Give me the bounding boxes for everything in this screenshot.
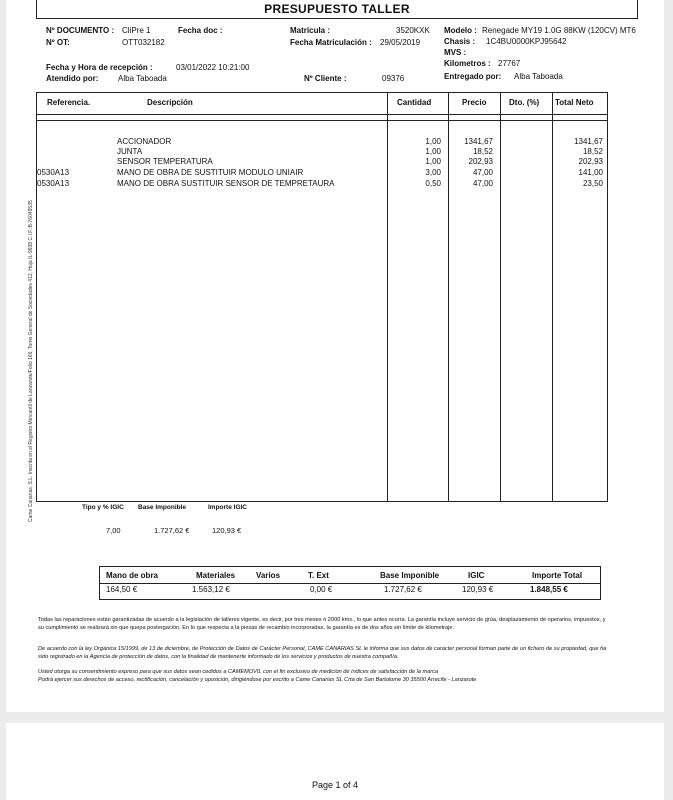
row-price: 18,52 bbox=[472, 147, 493, 156]
col-header-descripcion: Descripción bbox=[147, 98, 193, 107]
entregado-value: Alba Taboada bbox=[514, 72, 563, 81]
row-qty: 1,00 bbox=[425, 157, 441, 166]
total-base-imponible-label: Base Imponible bbox=[380, 571, 440, 580]
total-materiales-value: 1.563,12 € bbox=[192, 585, 230, 594]
kilometros-value: 27767 bbox=[498, 59, 521, 68]
total-igic-value: 120,93 € bbox=[462, 585, 494, 594]
chasis-value: 1C4BU0000KPJ95642 bbox=[486, 37, 567, 46]
kilometros-label: Kilometros : bbox=[444, 59, 491, 68]
total-importe-label: Importe Total bbox=[532, 571, 583, 580]
rights-text: Podrá ejercer sus derechos de acceso, rectificación, cancelación y oposición, dirigiéndose por escrito a Came Canarias SL Crta de San Bartolome 30 35500 Arrecife - Lanzarote bbox=[38, 677, 477, 683]
col-header-referencia: Referencia. bbox=[47, 98, 91, 107]
tax-base-header: Base Imponible bbox=[138, 504, 187, 511]
total-t-ext-label: T. Ext bbox=[308, 571, 329, 580]
tax-base-value: 1.727,62 € bbox=[154, 526, 190, 535]
row-desc: MANO DE OBRA SUSTITUIR SENSOR DE TEMPRETAURA bbox=[117, 179, 335, 188]
totals-box bbox=[99, 566, 601, 600]
total-varios-label: Varios bbox=[256, 571, 281, 580]
total-t-ext-value: 0,00 € bbox=[310, 585, 333, 594]
row-qty: 3,00 bbox=[425, 168, 441, 177]
row-desc: JUNTA bbox=[117, 147, 143, 156]
doc-number-value: CliPre 1 bbox=[122, 26, 151, 35]
row-total: 18,52 bbox=[582, 147, 603, 156]
recepcion-value: 03/01/2022 10:21:00 bbox=[176, 63, 250, 72]
recepcion-label: Fecha y Hora de recepción : bbox=[46, 63, 153, 72]
col-header-precio: Precio bbox=[462, 98, 487, 107]
ot-label: Nº OT: bbox=[46, 38, 70, 47]
total-mano-obra-value: 164,50 € bbox=[106, 585, 138, 594]
row-qty: 1,00 bbox=[425, 137, 441, 146]
tax-amount-header: Importe IGIC bbox=[208, 504, 248, 511]
mvs-label: MVS : bbox=[444, 48, 467, 57]
col-header-total-neto: Total Neto bbox=[555, 98, 594, 107]
document-title: PRESUPUESTO TALLER bbox=[36, 0, 638, 19]
warranty-text: Todas las reparaciones están garantizadas de acuerdo a la legislación de talleres vigente, es decir, por tres meses ó 2000 kms., lo que antes ocurra. La garantía incluye servicio de grúa, desplazamiento de operarios, impuestos, y su cumplimiento se realizará sin que quepa postergación. En lo que respecta a la piezas de recambio incorporadas, la garantía es de dos años sin límite de kilometraje. bbox=[38, 617, 606, 631]
line-items-table bbox=[36, 92, 608, 502]
document-page bbox=[6, 0, 664, 712]
row-qty: 0,50 bbox=[425, 179, 441, 188]
row-desc: ACCIONADOR bbox=[117, 137, 172, 146]
modelo-label: Modelo : bbox=[444, 26, 477, 35]
atendido-value: Alba Taboada bbox=[118, 74, 167, 83]
row-total: 1341,67 bbox=[574, 137, 603, 146]
fecha-matriculacion-label: Fecha Matriculación : bbox=[290, 38, 372, 47]
row-price: 202,93 bbox=[468, 157, 493, 166]
registry-side-text: Came Canarias, S.L. Inscrita en el Registro Mercantil de Lanzarote/Folio 166, Tomo General de Sociedades 412, Hoja IL-9938 C.I.F.:B-76049535 bbox=[28, 200, 34, 522]
row-desc: MANO DE OBRA DE SUSTITUIR MODULO UNIAIR bbox=[117, 168, 304, 177]
cliente-label: Nº Cliente : bbox=[304, 74, 347, 83]
chasis-label: Chasis : bbox=[444, 37, 476, 46]
tax-type-header: Tipo y % IGIC bbox=[82, 504, 124, 511]
col-header-dto: Dto. (%) bbox=[509, 98, 540, 107]
totals-divider bbox=[100, 583, 600, 584]
row-price: 1341,67 bbox=[464, 137, 493, 146]
atendido-label: Atendido por: bbox=[46, 74, 99, 83]
data-protection-text: De acuerdo con la ley Orgánica 15/1999, de 13 de diciembre, de Protección de Datos de Carácter Personal, CAME CANARIAS SL le informa que sus datos de carácter personal forman parte de un fichero de su propiedad, que ha sido registrado en la Agencia de protección de datos, con la finalidad de mantenerte informado de los servicios y productos de nuestra compañía. bbox=[38, 646, 607, 660]
total-igic-label: IGIC bbox=[468, 571, 485, 580]
total-mano-obra-label: Mano de obra bbox=[106, 571, 159, 580]
table-header-divider bbox=[37, 114, 607, 115]
doc-number-label: Nº DOCUMENTO : bbox=[46, 26, 115, 35]
row-desc: SENSOR TEMPERATURA bbox=[117, 157, 213, 166]
row-ref: 0530A13 bbox=[37, 168, 70, 177]
fecha-doc-label: Fecha doc : bbox=[178, 26, 223, 35]
matricula-label: Matrícula : bbox=[290, 26, 331, 35]
modelo-value: Renegade MY19 1.0G 88KW (120CV) MT6 bbox=[482, 26, 636, 35]
fecha-matriculacion-value: 29/05/2019 bbox=[380, 38, 421, 47]
next-page bbox=[6, 723, 664, 800]
consent-text: Usted otorga su consentimiento expreso para que sus datos sean cedidos a CAMEMOVIL con el fin exclusivo de medición de índices de satisfacción de la marca bbox=[38, 669, 439, 675]
row-qty: 1,00 bbox=[425, 147, 441, 156]
entregado-label: Entregado por: bbox=[444, 72, 502, 81]
row-price: 47,00 bbox=[472, 168, 493, 177]
tax-amount-value: 120,93 € bbox=[212, 526, 242, 535]
ot-value: OTT032182 bbox=[122, 38, 165, 47]
total-base-imponible-value: 1.727,62 € bbox=[384, 585, 422, 594]
tax-type-value: 7,00 bbox=[106, 526, 121, 535]
page-number: Page 1 of 4 bbox=[311, 780, 359, 790]
col-header-cantidad: Cantidad bbox=[397, 98, 432, 107]
row-ref: 0530A13 bbox=[37, 179, 70, 188]
table-header-divider-2 bbox=[37, 120, 607, 121]
cliente-value: 09376 bbox=[382, 74, 405, 83]
column-divider bbox=[387, 93, 388, 501]
total-importe-value: 1.848,55 € bbox=[530, 585, 568, 594]
row-total: 202,93 bbox=[578, 157, 603, 166]
total-materiales-label: Materiales bbox=[196, 571, 236, 580]
matricula-value: 3520KXK bbox=[396, 26, 430, 35]
row-price: 47,00 bbox=[472, 179, 493, 188]
column-divider bbox=[500, 93, 501, 501]
row-total: 141,00 bbox=[578, 168, 603, 177]
row-total: 23,50 bbox=[582, 179, 603, 188]
